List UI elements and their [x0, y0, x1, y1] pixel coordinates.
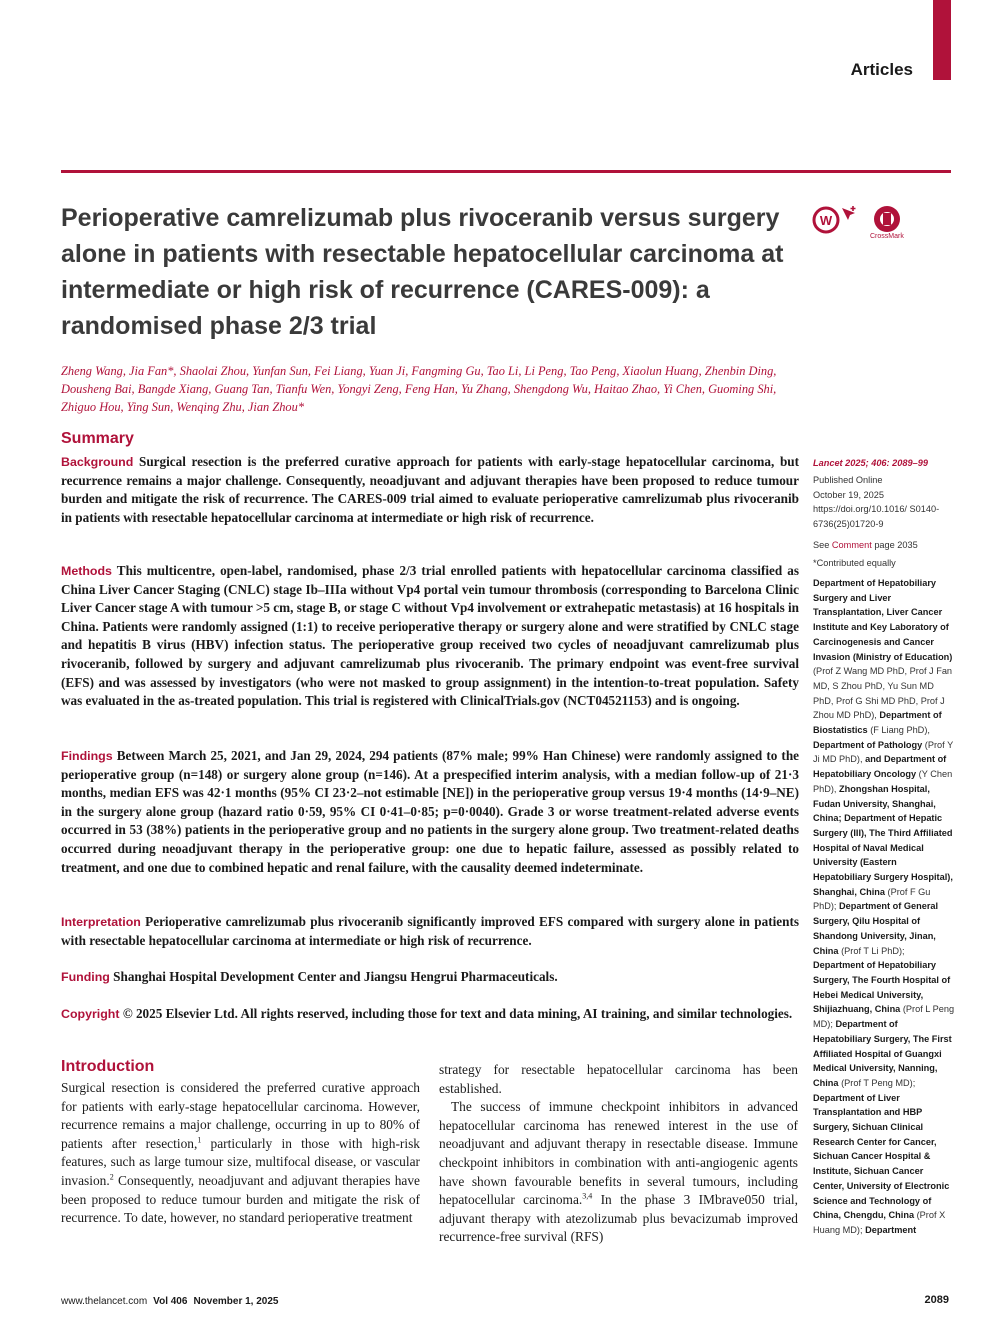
abstract-copyright: [61, 1005, 799, 1024]
footer-date: November 1, 2025: [193, 1296, 279, 1307]
affiliation-name: Zhongshan Hospital, Fudan University, Shanghai, China; Department of Hepatic Surgery (III), The Third Affiliated Hospital of Naval Medical University (Eastern Hepatobiliary Surgery Hospital), Shanghai, China: [813, 783, 953, 897]
affiliation-members: (Prof L Peng MD);: [813, 1004, 955, 1030]
see-prefix: See: [813, 540, 830, 550]
affiliation-members: (Prof X Huang MD);: [813, 1210, 946, 1235]
abstract-text: Perioperative camrelizumab plus rivoceranib significantly improved EFS compared with surgery alone in patients with resectable hepatocellular carcinoma at intermediate or high risk of recurrence.: [61, 914, 800, 948]
abstract-funding: [61, 968, 799, 987]
affiliation-members: (Prof T Li PhD);: [838, 945, 905, 956]
svg-text:W: W: [819, 213, 833, 228]
affiliation-members: (Prof T Peng MD);: [838, 1077, 916, 1088]
affiliation-name: Department: [865, 1224, 917, 1235]
affiliation-name: Department of Pathology: [813, 739, 923, 750]
see-comment: [813, 538, 955, 553]
abstract-interpretation: [61, 913, 799, 950]
footer-site[interactable]: www.thelancet.com: [61, 1296, 148, 1307]
body-paragraph: strategy for resectable hepatocellular carcinoma has been established.: [439, 1062, 798, 1096]
section-label: Articles: [850, 60, 913, 79]
summary-heading: Summary: [61, 430, 134, 447]
header-rule: [61, 170, 951, 173]
affiliation-name: Department of Biostatistics: [813, 710, 942, 736]
body-text: particularly in those with high-risk features, such as large tumour size, multifocal disease, or vascular invasion.: [61, 1135, 420, 1188]
affiliation-members: (Prof F Gu PhD);: [813, 886, 931, 912]
publication-info: [813, 473, 955, 532]
abstract-label: Interpretation: [61, 915, 141, 929]
article-title: Perioperative camrelizumab plus rivoceranib versus surgery alone in patients with resectable hepatocellular carcinoma at intermediate or high risk of recurrence (CARES-009): a randomised phase 2/3 trial: [61, 204, 784, 340]
body-text: The success of immune checkpoint inhibitors in advanced hepatocellular carcinoma has renewed interest in the use of neoadjuvant and adjuvant therapy in resectable disease. Immune checkpoint inhibitors in combination with anti-angiogenic agents have shown favourable benefits in several tumours, including hepatocellular carcinoma.: [439, 1099, 798, 1208]
introduction-heading: Introduction: [61, 1058, 155, 1075]
contributed-note: *Contributed equally: [813, 558, 896, 568]
abstract-background: [61, 453, 799, 527]
affiliation-name: Department of Hepatobiliary Surgery and Liver Transplantation, Liver Cancer Institute and Key Laboratory of Carcinogenesis and Cancer Invasion (Ministry of Education): [813, 578, 953, 662]
abstract-methods: [61, 562, 799, 711]
section-color-tab: [933, 0, 951, 80]
affiliation-name: Department of Hepatobiliary Surgery, The First Affiliated Hospital of Guangxi Medical University, Nanning, China: [813, 1019, 952, 1088]
see-suffix: page 2035: [874, 540, 918, 550]
abstract-label: Background: [61, 455, 134, 469]
article-badges: [812, 204, 932, 244]
author-list: Zheng Wang, Jia Fan*, Shaolai Zhou, Yunfan Sun, Fei Liang, Yuan Ji, Fangming Gu, Tao Li, Li Peng, Tao Peng, Xiaolun Huang, Zhenbin Ding, Dousheng Bai, Bangde Xiang, Guang Tan, Tianfu Wen, Yongyi Zeng, Feng Han, Yu Zhang, Shengdong Wu, Haitao Zhao, Yi Chen, Guoming Shi, Zhiguo Hou, Ying Sun, Wenqing Zhu, Jian Zhou*: [61, 364, 777, 414]
abstract-label: Copyright: [61, 1007, 120, 1021]
affiliation-members: (Prof Y Ji MD PhD),: [813, 739, 954, 765]
doi-link[interactable]: https://doi.org/10.1016/ S0140-6736(25)01720-9: [813, 504, 940, 530]
crossmark-label: CrossMark: [870, 233, 904, 240]
abstract-text: Surgical resection is the preferred curative approach for patients with early-stage hepatocellular carcinoma, but recurrence remains a major challenge. Consequently, neoadjuvant and adjuvant therapies have been proposed to reduce tumour burden and mitigate the risk of recurrence. The CARES-009 trial aimed to evaluate perioperative camrelizumab plus rivoceranib in patients with resectable hepatocellular carcinoma at intermediate or high risk of recurrence.: [61, 454, 800, 525]
abstract-text: This multicentre, open-label, randomised, phase 2/3 trial enrolled patients with hepatocellular carcinoma classified as China Liver Cancer Staging (CNLC) stage Ib–IIIa without Vp4 portal vein tumour thrombosis (corresponding to Barcelona Clinic Liver Cancer stage A with tumour >5 cm, stage B, or stage C without Vp4 involvement or extrahepatic metastasis) at 16 hospitals in China. Patients were randomly assigned (1:1) to receive perioperative therapy or surgery alone and were stratified by CNLC stage and hepatitis B virus (HBV) infection status. The perioperative group received two cycles of neoadjuvant camrelizumab plus rivoceranib, followed by surgery and adjuvant camrelizumab plus rivoceranib. The primary endpoint was event-free survival (EFS) and was assessed by investigators (who were not masked to group assignment) in the intention-to-treat population. Safety was evaluated in the as-treated population. This trial is registered with ClinicalTrials.gov (NCT04521153) and is ongoing.: [61, 563, 799, 709]
body-paragraph: [439, 1098, 798, 1247]
abstract-label: Findings: [61, 749, 113, 763]
footer-left: [61, 1296, 279, 1307]
reference-link[interactable]: 2: [109, 1172, 114, 1182]
abstract-label: Funding: [61, 970, 110, 984]
affiliation-members: (Prof Z Wang MD PhD, Prof J Fan MD, S Zhou PhD, Yu Sun MD PhD, Prof G Shi MD PhD, Prof J Zhou MD PhD),: [813, 666, 953, 721]
journal-citation: Lancet 2025; 406: 2089–99: [813, 458, 928, 468]
published-date: October 19, 2025: [813, 489, 884, 500]
comment-link[interactable]: Comment: [831, 540, 872, 550]
reference-link[interactable]: 3,4: [582, 1191, 593, 1201]
body-text: In the phase 3 IMbrave050 trial, adjuvant therapy with atezolizumab plus bevacizumab improved recurrence-free survival (RFS): [439, 1192, 799, 1245]
abstract-text: © 2025 Elsevier Ltd. All rights reserved, including those for text and data mining, AI training, and similar technologies.: [122, 1006, 793, 1021]
body-text: Consequently, neoadjuvant and adjuvant therapies have been proposed to reduce tumour burden and mitigate the risk of recurrence. To date, however, no standard perioperative treatment: [61, 1172, 420, 1226]
body-text: Surgical resection is considered the preferred curative approach for patients with early-stage hepatocellular carcinoma. However, recurrence remains a major challenge, occurring in up to 80% of patients after resection,: [61, 1080, 420, 1151]
footer-volume: Vol 406: [153, 1296, 188, 1307]
affiliation-name: Department of Hepatobiliary Surgery, The Fourth Hospital of Hebei Medical University, Shijiazhuang, China: [813, 960, 951, 1015]
introduction-column-2: [439, 1061, 798, 1247]
affiliation-members: (Y Chen PhD),: [813, 769, 953, 794]
abstract-findings: [61, 747, 799, 877]
affiliation-name: Department of General Surgery, Qilu Hospital of Shandong University, Jinan, China: [813, 901, 939, 956]
abstract-text: Between March 25, 2021, and Jan 29, 2024, 294 patients (87% male; 99% Han Chinese) were randomly assigned to the perioperative group (n=148) or surgery alone group (n=146). At a prespecified interim analysis, with a median follow-up of 21·3 months, median EFS was 42·1 months (95% CI 23·2–not estimable [NE]) in the perioperative group versus 19·4 months (14·9–NE) in the surgery alone group (hazard ratio 0·59, 95% CI 0·41–0·85; p=0·0040). Grade 3 or worse treatment-related adverse events occurred in 53 (38%) patients in the perioperative group and no patients in the surgery alone group. Two treatment-related deaths occurred during neoadjuvant therapy in the perioperative group: one due to hepatic failure, assessed as possibly related to treatment, and one due to combined hepatic and renal failure, with the causality deemed indeterminate.: [61, 748, 800, 875]
page-number: 2089: [924, 1294, 949, 1306]
affiliation-members: (F Liang PhD),: [867, 725, 930, 736]
affiliation-name: Department of Liver Transplantation and HBP Surgery, Sichuan Clinical Research Center for Cancer, Sichuan Cancer Hospital & Institute, Sichuan Cancer Center, University of Electronic Science and Technology of China, Chengdu, China: [813, 1092, 950, 1221]
affiliations: [813, 576, 955, 1238]
abstract-text: Shanghai Hospital Development Center and Jiangsu Hengrui Pharmaceuticals.: [113, 969, 558, 984]
introduction-column-1: [61, 1079, 420, 1228]
abstract-label: Methods: [61, 564, 112, 578]
reference-link[interactable]: 1: [197, 1135, 202, 1145]
affiliation-name: and Department of Hepatobiliary Oncology: [813, 754, 947, 780]
published-label: Published Online: [813, 475, 883, 485]
